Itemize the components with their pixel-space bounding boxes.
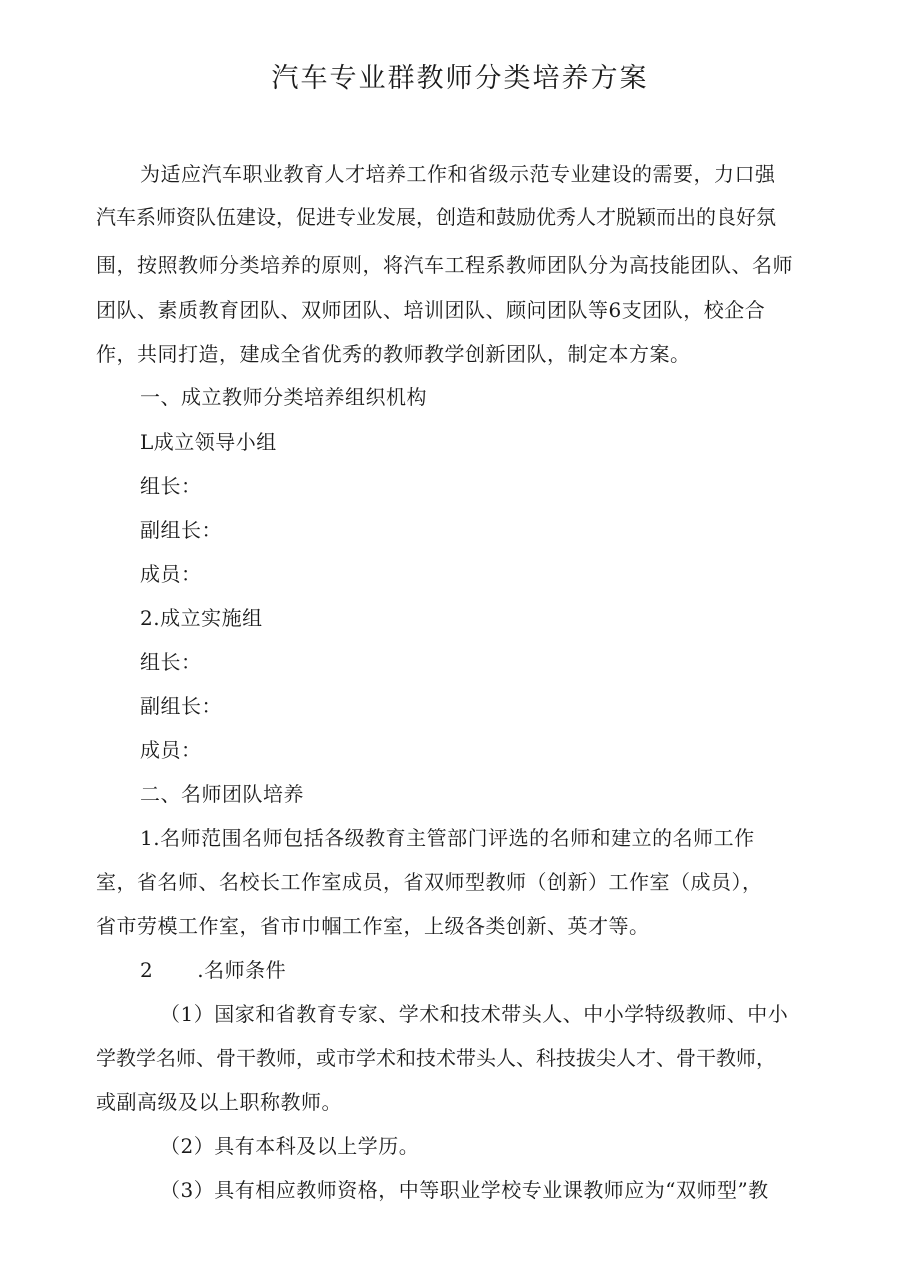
role-label: 成员：: [140, 562, 202, 586]
intro-line: 汽车系师资队伍建设，促进专业发展，创造和鼓励优秀人才脱颖而出的良好氛: [96, 205, 776, 229]
document-title: 汽车专业群教师分类培养方案: [271, 63, 649, 94]
intro-line: 作，共同打造，建成全省优秀的教师教学创新团队，制定本方案。: [96, 342, 691, 366]
scope-line: 省市劳模工作室，省市巾帼工作室，上级各类创新、英才等。: [96, 914, 650, 938]
conditions-number: 2: [140, 958, 154, 982]
subsection-heading: L成立领导小组: [140, 430, 277, 454]
role-label: 组长：: [140, 474, 202, 498]
scope-line: 1.名师范围名师包括各级教育主管部门评选的名师和建立的名师工作: [140, 826, 755, 850]
role-label: 组长：: [140, 650, 202, 674]
condition-line: 或副高级及以上职称教师。: [96, 1090, 342, 1114]
condition-line: 学教学名师、骨干教师，或市学术和技术带头人、科技拔尖人才、骨干教师，: [96, 1046, 776, 1070]
conditions-heading: [140, 956, 286, 984]
condition-line: （3）具有相应教师资格，中等职业学校专业课教师应为“双师型”教: [160, 1178, 769, 1202]
intro-line: 围，按照教师分类培养的原则，将汽车工程系教师团队分为高技能团队、名师: [96, 253, 793, 277]
condition-line: （2）具有本科及以上学历。: [160, 1134, 420, 1158]
scope-line: 室，省名师、名校长工作室成员，省双师型教师（创新）工作室（成员），: [96, 870, 763, 894]
section-heading: 二、名师团队培养: [140, 782, 304, 806]
intro-line: 团队、素质教育团队、双师团队、培训团队、顾问团队等6支团队，校企合: [96, 298, 766, 322]
role-label: 副组长：: [140, 518, 222, 542]
conditions-label: .名师条件: [197, 958, 287, 982]
subsection-heading: 2.成立实施组: [140, 606, 263, 630]
intro-line: 为适应汽车职业教育人才培养工作和省级示范专业建设的需要，力口强: [140, 162, 776, 186]
role-label: 副组长：: [140, 694, 222, 718]
section-heading: 一、成立教师分类培养组织机构: [140, 385, 427, 409]
condition-line: （1）国家和省教育专家、学术和技术带头人、中小学特级教师、中小: [160, 1002, 789, 1026]
role-label: 成员：: [140, 738, 202, 762]
